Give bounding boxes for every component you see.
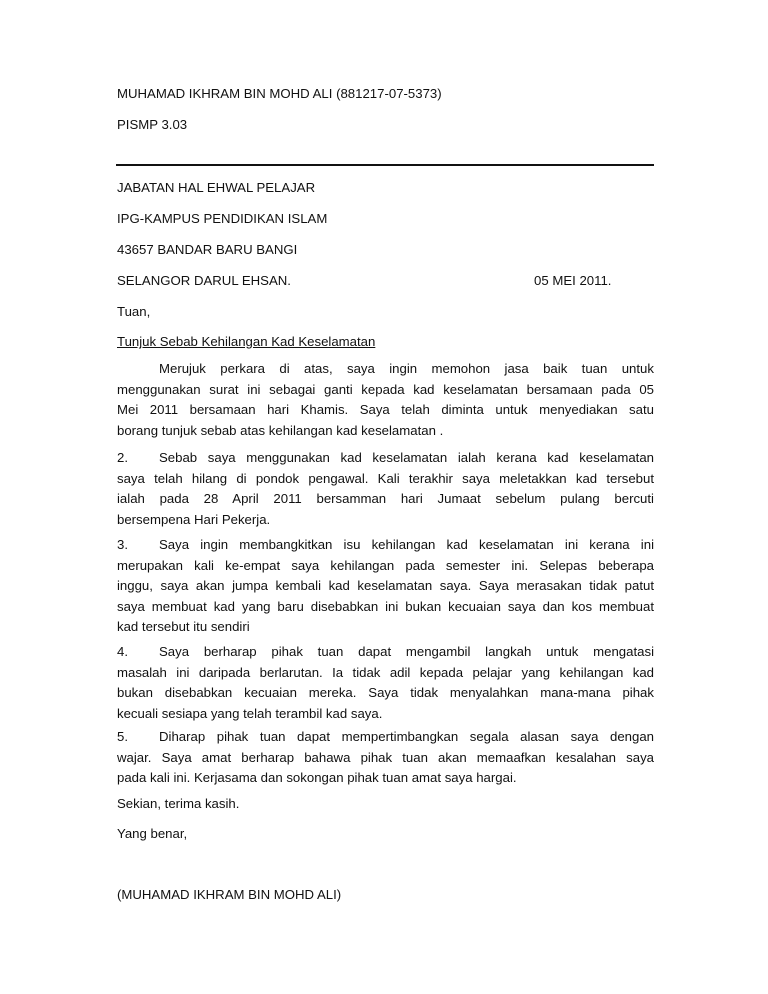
- signature-name: (MUHAMAD IKHRAM BIN MOHD ALI): [117, 887, 342, 902]
- recipient-line-2: IPG-KAMPUS PENDIDIKAN ISLAM: [117, 211, 328, 226]
- paragraph-line: bukan disebabkan kecuaian mereka. Saya tidak menyalahkan mana-mana pihak: [117, 685, 654, 700]
- paragraph-line: wajar. Saya amat berharap bahawa pihak tuan akan memaafkan kesalahan saya: [117, 749, 654, 765]
- letter-date: 05 MEI 2011.: [534, 273, 612, 288]
- sender-class: PISMP 3.03: [117, 117, 188, 132]
- paragraph-line: [117, 535, 654, 556]
- closing-thanks: Sekian, terima kasih.: [117, 796, 240, 811]
- paragraph-line: [117, 642, 654, 663]
- paragraph-line: Mei 2011 bersamaan hari Khamis. Saya telah diminta untuk menyediakan satu: [117, 402, 654, 417]
- paragraph-number: 2.: [117, 450, 128, 465]
- paragraph-line: borang tunjuk sebab atas kehilangan kad keselamatan .: [117, 422, 444, 438]
- paragraph-2: [117, 448, 654, 530]
- recipient-line-1: JABATAN HAL EHWAL PELAJAR: [117, 180, 316, 195]
- paragraph-line: kecuali sesiapa yang telah terambil kad saya.: [117, 705, 383, 721]
- sender-name: MUHAMAD IKHRAM BIN MOHD ALI (881217-07-5373): [117, 86, 442, 101]
- letter-subject: Tunjuk Sebab Kehilangan Kad Keselamatan: [117, 334, 376, 349]
- paragraph-4: [117, 642, 654, 724]
- paragraph-3: [117, 535, 654, 638]
- salutation: Tuan,: [117, 304, 151, 319]
- recipient-line-3: 43657 BANDAR BARU BANGI: [117, 242, 298, 257]
- paragraph-line: saya membuat kad yang baru disebabkan ini bukan kecuaian saya dan kos membuat: [117, 598, 654, 614]
- paragraph-line: saya telah hilang di pondok pengawal. Kali terakhir saya meletakkan kad tersebut: [117, 470, 654, 486]
- paragraph-line: merupakan kali ke-empat saya kehilangan pada semester ini. Selepas beberapa: [117, 557, 654, 573]
- paragraph-5: [117, 727, 654, 789]
- paragraph-number: 4.: [117, 644, 128, 659]
- paragraph-line: bersempena Hari Pekerja.: [117, 511, 271, 527]
- paragraph-1: [117, 359, 654, 441]
- paragraph-line: inggu, saya akan jumpa kembali kad keselamatan saya. Saya merasakan tidak patut: [117, 578, 654, 593]
- closing-yours: Yang benar,: [117, 826, 188, 841]
- paragraph-line: [117, 727, 654, 748]
- paragraph-text: Merujuk perkara di atas, saya ingin memohon jasa baik tuan untuk: [159, 361, 654, 376]
- header-divider: [116, 164, 654, 166]
- paragraph-text: Diharap pihak tuan dapat mempertimbangkan segala alasan saya dengan: [159, 729, 654, 744]
- paragraph-text: Saya ingin membangkitkan isu kehilangan kad keselamatan ini kerana ini: [159, 537, 654, 552]
- recipient-line-4: SELANGOR DARUL EHSAN.: [117, 273, 291, 288]
- paragraph-line: ialah pada 28 April 2011 bersamman hari Jumaat sebelum pulang bercuti: [117, 491, 654, 506]
- paragraph-number: 5.: [117, 729, 128, 744]
- paragraph-line: [117, 359, 654, 380]
- paragraph-line: menggunakan surat ini sebagai ganti kepada kad keselamatan bersamaan pada 05: [117, 381, 654, 397]
- paragraph-line: masalah ini daripada berlarutan. Ia tidak adil kepada pelajar yang kehilangan kad: [117, 664, 654, 680]
- paragraph-number: 3.: [117, 537, 128, 552]
- paragraph-line: kad tersebut itu sendiri: [117, 619, 250, 634]
- paragraph-text: Sebab saya menggunakan kad keselamatan ialah kerana kad keselamatan: [159, 450, 654, 465]
- paragraph-line: pada kali ini. Kerjasama dan sokongan pihak tuan amat saya hargai.: [117, 770, 517, 785]
- paragraph-line: [117, 448, 654, 469]
- paragraph-text: Saya berharap pihak tuan dapat mengambil langkah untuk mengatasi: [159, 644, 654, 659]
